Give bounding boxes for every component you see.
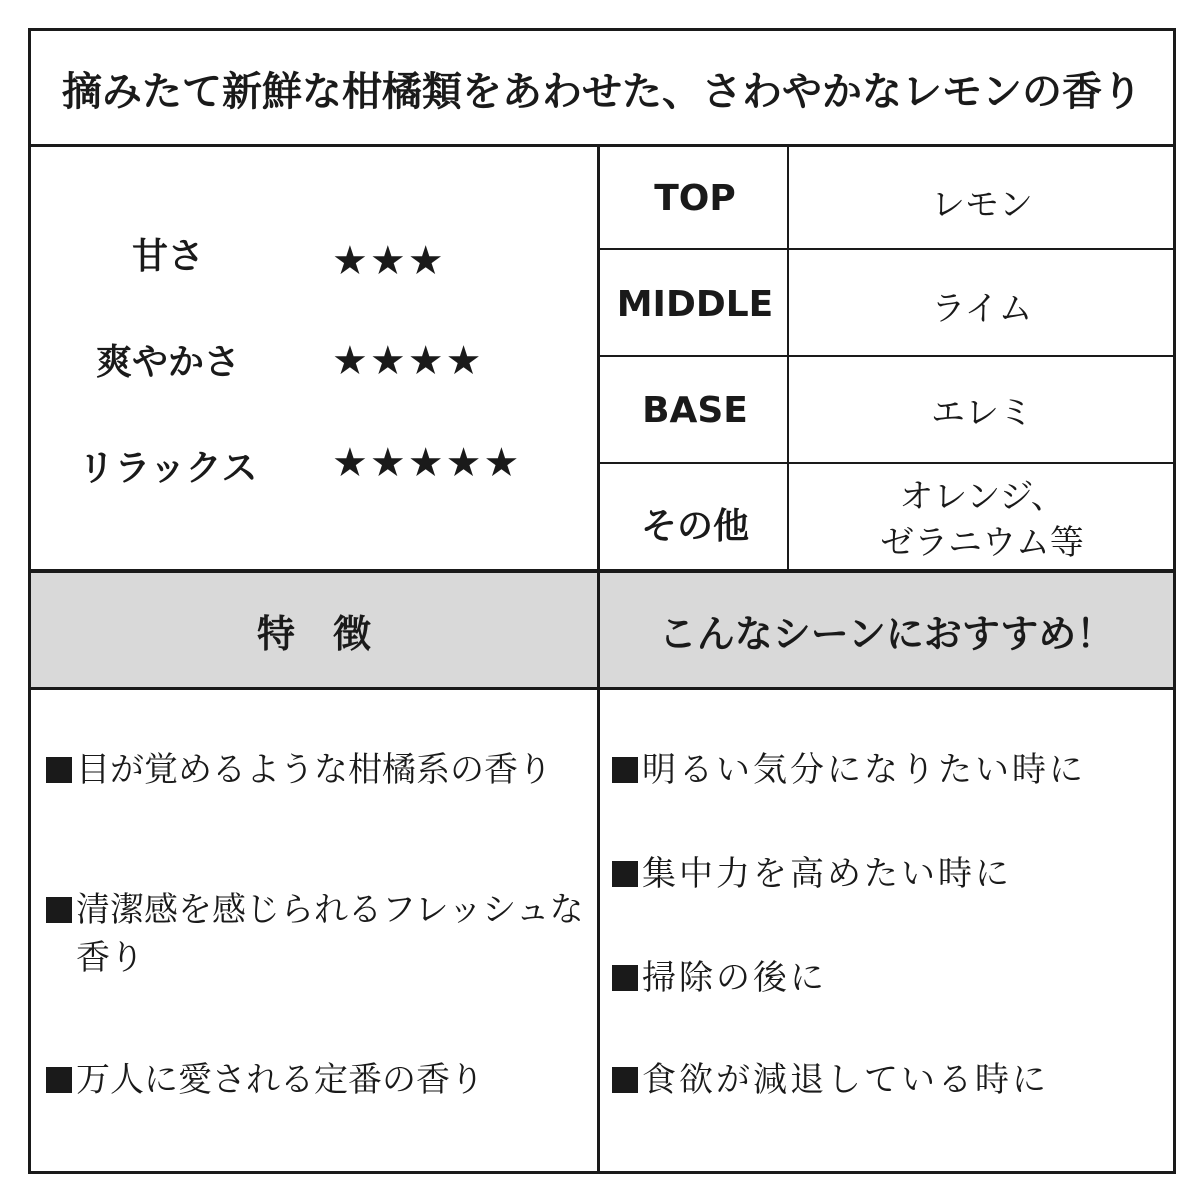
star-icon: ★: [332, 238, 370, 284]
rating-label-freshness: 爽やかさ: [95, 342, 240, 383]
star-icon: ★: [407, 238, 446, 284]
divider: [600, 462, 1173, 464]
note-value-base: エレミ: [931, 393, 1033, 433]
star-icon: ★: [332, 338, 370, 384]
star-icon: ★: [369, 238, 408, 284]
bullet-square-icon: [612, 965, 638, 991]
divider: [31, 687, 1173, 690]
bullet-square-icon: [612, 1067, 638, 1093]
features-heading: 特 徴: [31, 573, 597, 687]
star-icon: ★: [445, 338, 484, 384]
feature-item-text-line1: 清潔感を感じられるフレッシュな: [76, 890, 584, 930]
rating-label-relax: リラックス: [78, 448, 258, 489]
note-key-middle: MIDDLE: [616, 284, 774, 325]
note-value-other-line1: オレンジ、: [899, 477, 1065, 517]
scene-item-text: 明るい気分になりたい時に: [642, 750, 1086, 790]
feature-item-text: 目が覚めるような柑橘系の香り: [76, 750, 552, 790]
bullet-square-icon: [612, 757, 638, 783]
note-key-base: BASE: [642, 390, 748, 431]
feature-item-text-line2: 香り: [76, 938, 144, 978]
bullet-square-icon: [46, 1067, 72, 1093]
rating-stars-relax: [332, 440, 521, 486]
star-icon: ★: [369, 338, 408, 384]
note-value-other-line2: ゼラニウム等: [880, 523, 1084, 563]
star-icon: ★: [445, 440, 484, 486]
divider: [600, 355, 1173, 357]
feature-item: [46, 746, 586, 794]
star-icon: ★: [407, 338, 446, 384]
star-icon: ★: [369, 440, 408, 486]
page-title: 摘みたて新鮮な柑橘類をあわせた、さわやかなレモンの香り: [62, 68, 1142, 115]
note-key-other: その他: [640, 506, 749, 547]
bullet-square-icon: [612, 861, 638, 887]
scene-item-text: 集中力を高めたい時に: [642, 854, 1012, 894]
star-icon: ★: [407, 440, 446, 486]
note-value-other: [790, 474, 1174, 566]
note-key-top: TOP: [654, 178, 736, 219]
feature-item: [46, 1056, 586, 1104]
note-value-middle: ライム: [931, 289, 1033, 329]
scenes-heading: こんなシーンにおすすめ！: [600, 573, 1173, 687]
scene-item: [612, 1056, 1167, 1104]
rating-stars-freshness: [332, 338, 483, 384]
star-icon: ★: [332, 440, 370, 486]
feature-item: [46, 886, 591, 982]
rating-stars-sweetness: [332, 238, 446, 284]
scene-item: [612, 954, 1167, 1002]
rating-label-sweetness: 甘さ: [131, 236, 204, 277]
bullet-square-icon: [46, 897, 72, 923]
star-icon: ★: [483, 440, 522, 486]
scene-item: [612, 746, 1167, 794]
scene-item: [612, 850, 1167, 898]
scene-item-text: 掃除の後に: [642, 958, 827, 998]
scene-item-text: 食欲が減退している時に: [642, 1060, 1049, 1100]
feature-item-text: 万人に愛される定番の香り: [76, 1060, 484, 1100]
divider: [600, 248, 1173, 250]
note-value-top: レモン: [931, 185, 1033, 225]
bullet-square-icon: [46, 757, 72, 783]
